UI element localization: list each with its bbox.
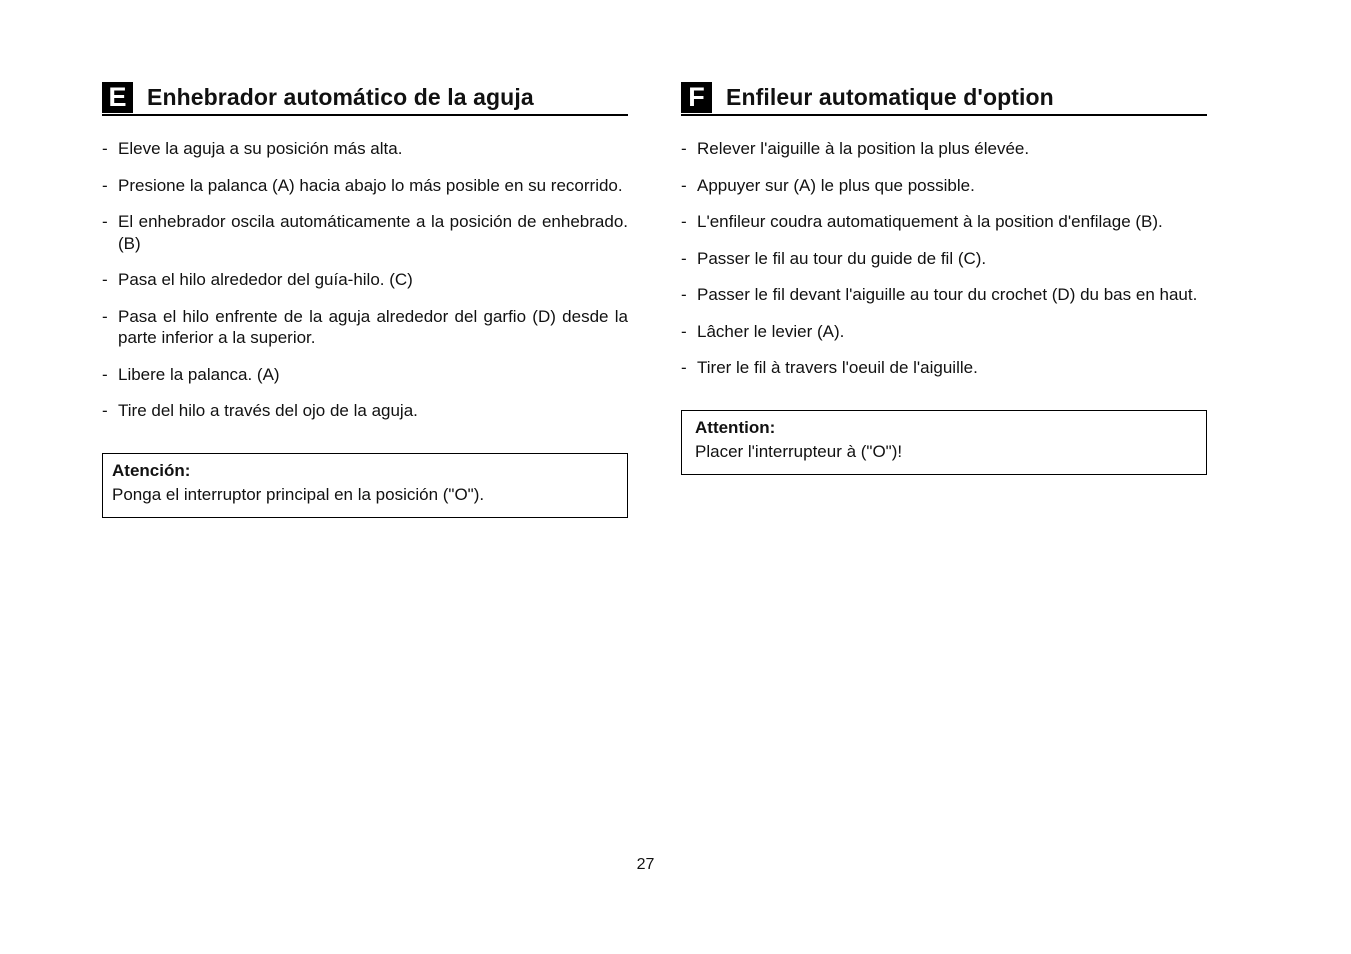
step-marker: - [102,306,108,326]
attention-title: Attention: [695,417,776,437]
step-marker: - [681,212,687,231]
attention-text: Ponga el interruptor principal en la posición ("O"). [112,484,485,504]
list-item: - Presione la palanca (A) hacia abajo lo más posible en su recorrido. [102,175,623,195]
list-item: - Tire del hilo a través del ojo de la aguja. [102,401,418,420]
list-item: - L'enfileur coudra automatiquement à la position d'enfilage (B). [681,212,1163,231]
list-item: - El enhebrador oscila automáticamente a la posición de enhebrado. (B) [102,212,628,253]
step-marker: - [102,401,108,420]
list-item: - Passer le fil devant l'aiguille au tour du crochet (D) du bas en haut. [681,285,1198,304]
instruction-list [681,138,1207,379]
step-marker: - [681,248,687,268]
attention-box [681,410,1207,475]
step-marker: - [102,212,108,231]
list-item: - Lâcher le levier (A). [681,321,845,341]
step-marker: - [681,358,687,377]
list-item: - Pasa el hilo alrededor del guía-hilo. (C) [102,270,413,289]
step-marker: - [681,139,687,158]
french-section [681,80,1207,475]
page-number: 27 [636,856,655,873]
instruction-list [102,138,628,422]
step-marker: - [102,139,108,158]
step-marker: - [102,175,108,195]
french-section-header [681,80,1207,116]
section-title: Enhebrador automático de la aguja [147,83,534,110]
list-item: - Appuyer sur (A) le plus que possible. [681,175,975,195]
step-marker: - [102,364,108,384]
list-item: - Tirer le fil à travers l'oeuil de l'aiguille. [681,358,978,377]
step-marker: - [681,285,687,304]
language-badge-f: F [681,82,712,113]
attention-title: Atención: [112,460,191,480]
list-item: - Passer le fil au tour du guide de fil (C). [681,248,987,268]
language-badge-e: E [102,82,133,113]
spanish-section [102,80,628,518]
list-item: - Relever l'aiguille à la position la plus élevée. [681,139,1030,158]
list-item: - Pasa el hilo enfrente de la aguja alrededor del garfio (D) desde la parte inferior a la superior. [102,306,628,347]
section-title: Enfileur automatique d'option [726,83,1054,110]
attention-box [102,453,628,518]
list-item: - Eleve la aguja a su posición más alta. [102,139,403,158]
list-item: - Libere la palanca. (A) [102,364,280,384]
step-marker: - [681,321,687,341]
attention-text: Placer l'interrupteur à ("O")! [695,441,903,461]
step-marker: - [102,270,108,289]
step-marker: - [681,175,687,195]
spanish-section-header [102,80,628,116]
